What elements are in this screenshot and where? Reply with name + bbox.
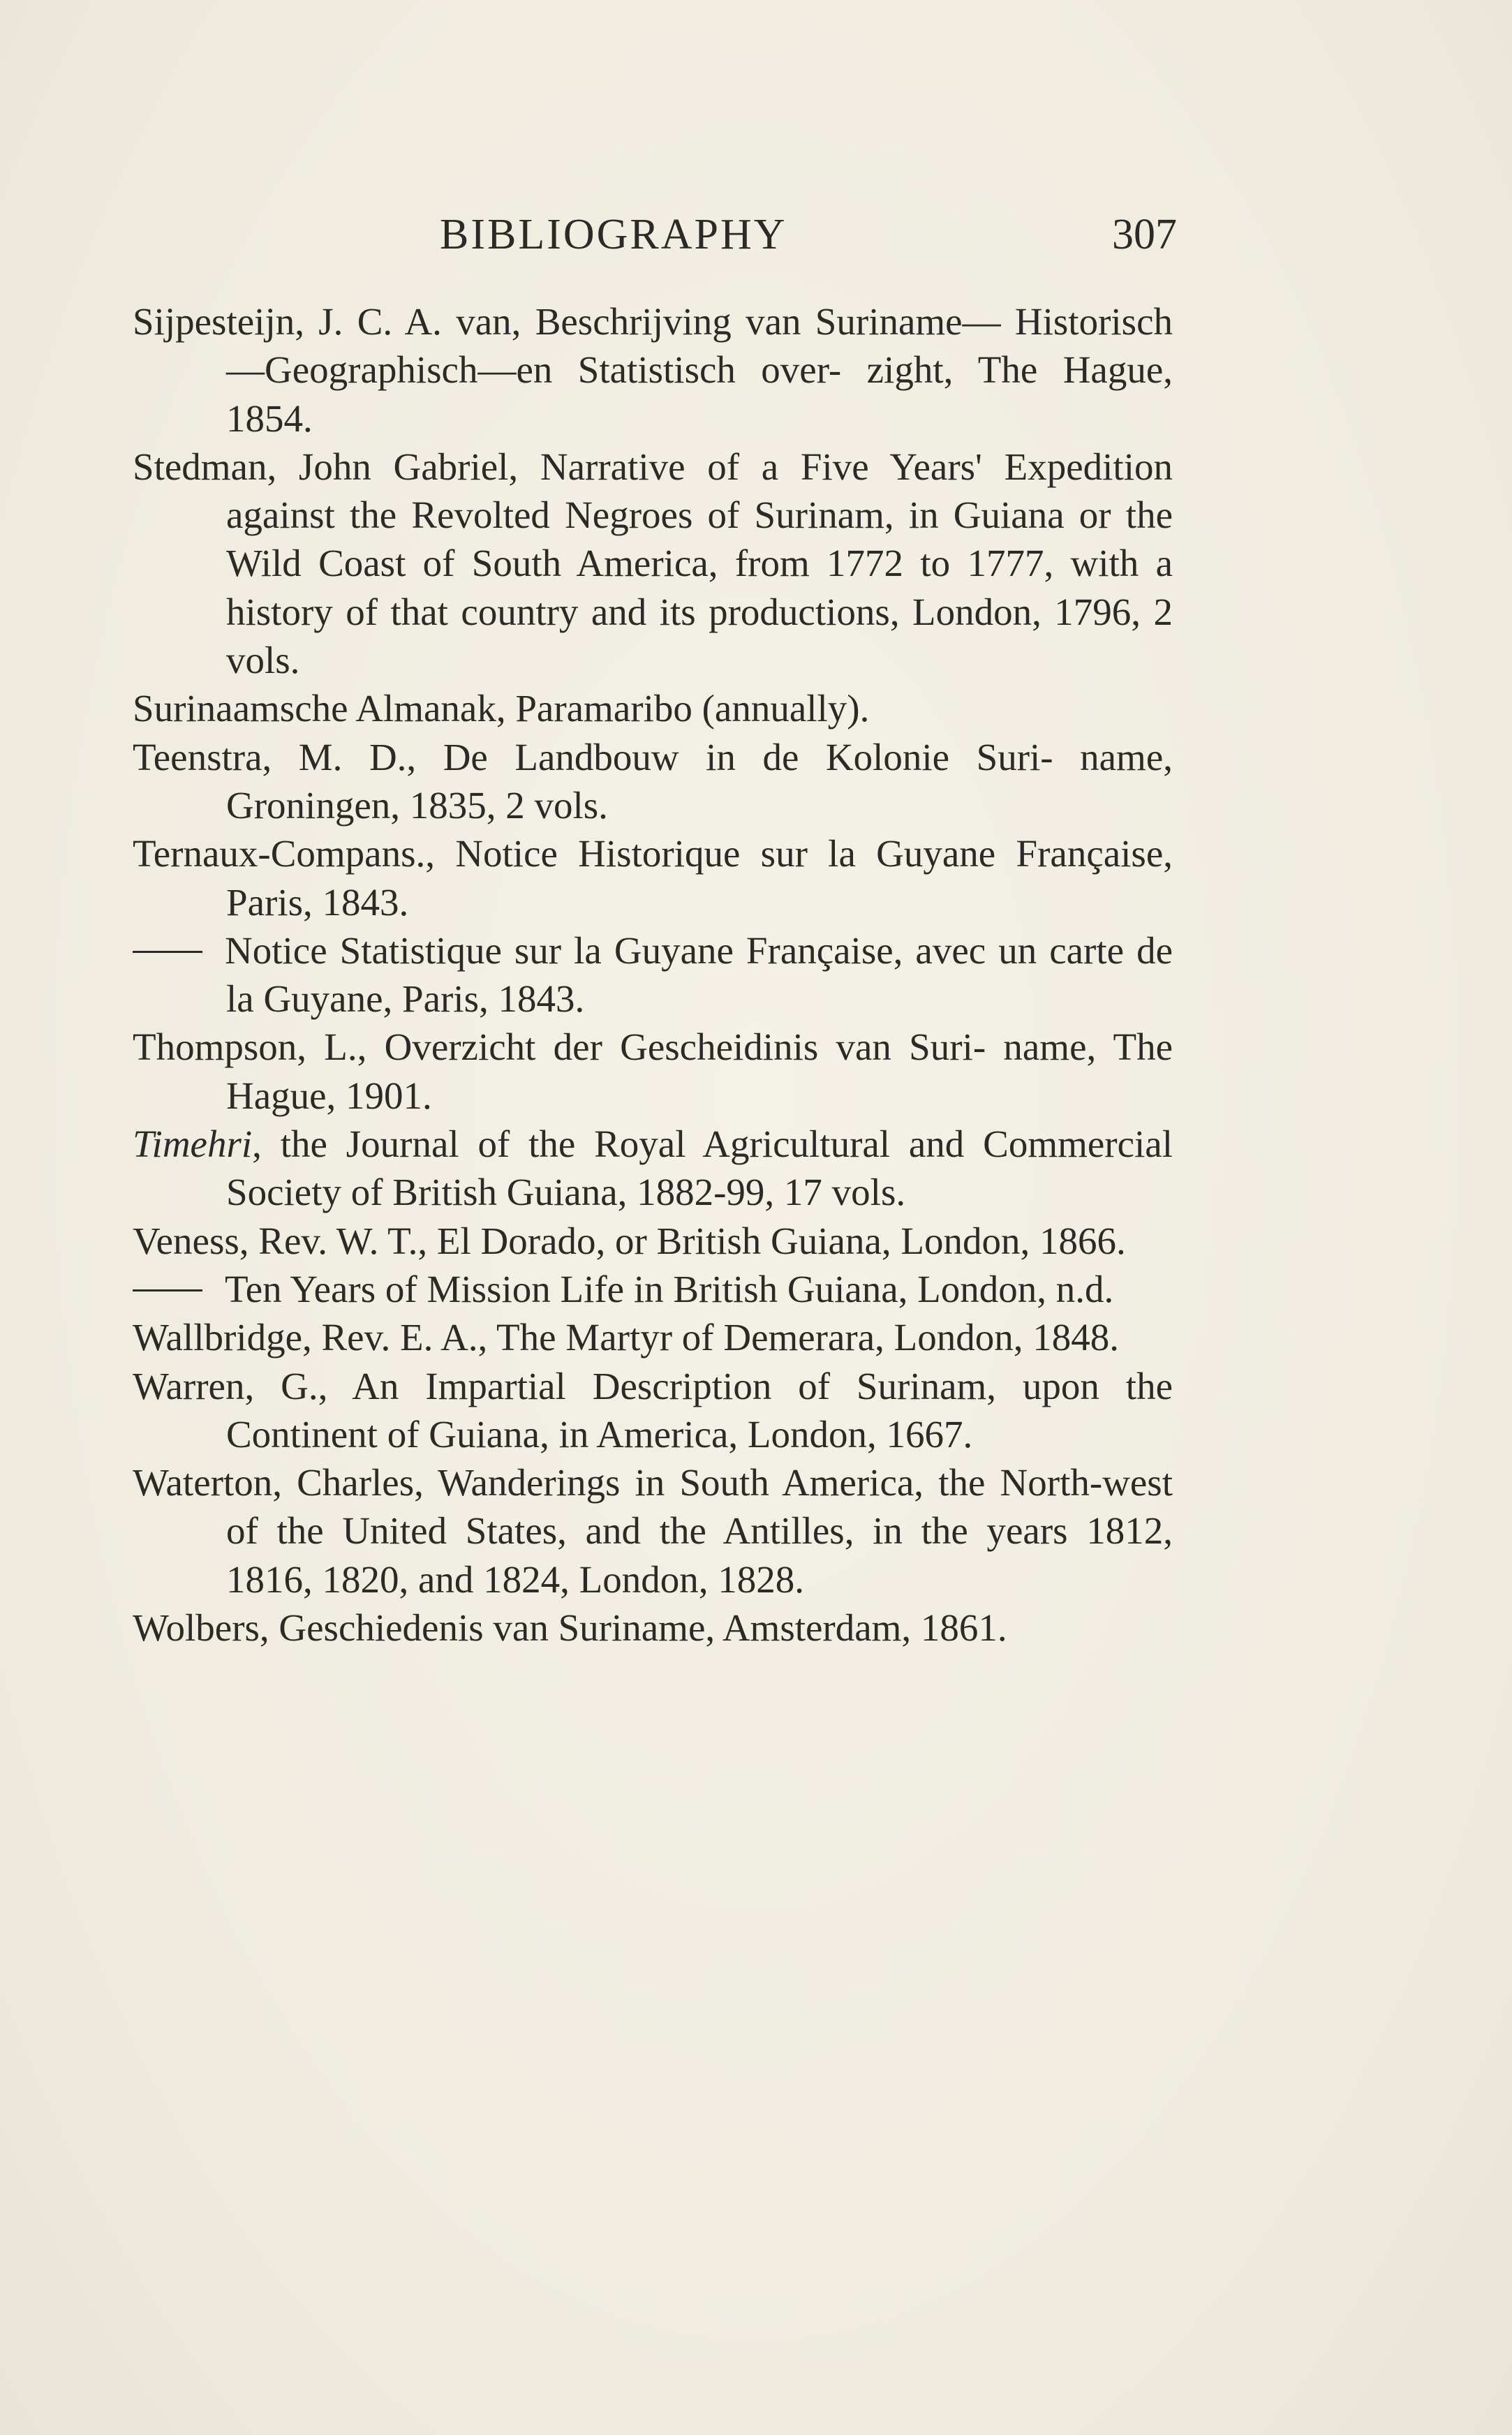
bibliography-entry: Wolbers, Geschiedenis van Suriname, Amsterdam, 1861. xyxy=(133,1606,1007,1650)
italic-title: Timehri xyxy=(133,1123,253,1166)
page-number: 307 xyxy=(1112,211,1177,258)
bibliography-entry: Sijpesteijn, J. C. A. van, Beschrijving van Suriname— Historisch—Geographisch—en Statistisch over- zight, The Hague, 1854. xyxy=(133,300,1173,440)
bibliography-entry: Thompson, L., Overzicht der Gescheidinis van Suri- name, The Hague, 1901. xyxy=(133,1026,1173,1117)
bibliography-entry: Veness, Rev. W. T., El Dorado, or British Guiana, London, 1866. xyxy=(133,1219,1126,1262)
bibliography-entry: Timehri, the Journal of the Royal Agricultural and Commercial Society of British Guiana, 1882-99, 17 vols. xyxy=(133,1123,1173,1214)
ditto-dash xyxy=(133,951,202,953)
bibliography-entry: Wallbridge, Rev. E. A., The Martyr of Demerara, London, 1848. xyxy=(133,1316,1119,1359)
bibliography-entry: Surinaamsche Almanak, Paramaribo (annually). xyxy=(133,687,870,730)
bibliography-entry: Ternaux-Compans., Notice Historique sur la Guyane Française, Paris, 1843. xyxy=(133,832,1173,924)
ditto-dash xyxy=(133,1289,202,1291)
bibliography-list xyxy=(133,297,1173,1652)
bibliography-entry: Notice Statistique sur la Guyane Française, avec un carte de la Guyane, Paris, 1843. xyxy=(133,926,1173,1023)
bibliography-entry: Teenstra, M. D., De Landbouw in de Kolonie Suri- name, Groningen, 1835, 2 vols. xyxy=(133,735,1173,827)
bibliography-entry: Waterton, Charles, Wanderings in South America, the North-west of the United States, and the Antilles, in the years 1812, 1816, 1820, and 1824, London, 1828. xyxy=(133,1461,1173,1601)
bibliography-entry: Warren, G., An Impartial Description of Surinam, upon the Continent of Guiana, in America, London, 1667. xyxy=(133,1364,1173,1456)
running-header xyxy=(133,207,1177,262)
running-title: BIBLIOGRAPHY xyxy=(440,211,787,258)
bibliography-entry: Ten Years of Mission Life in British Guiana, London, n.d. xyxy=(133,1265,1173,1313)
bibliography-entry: Stedman, John Gabriel, Narrative of a Five Years' Expedition against the Revolted Negroes of Surinam, in Guiana or the Wild Coast of South America, from 1772 to 1777, with a history of that country and its productions, London, 1796, 2 vols. xyxy=(133,445,1173,682)
